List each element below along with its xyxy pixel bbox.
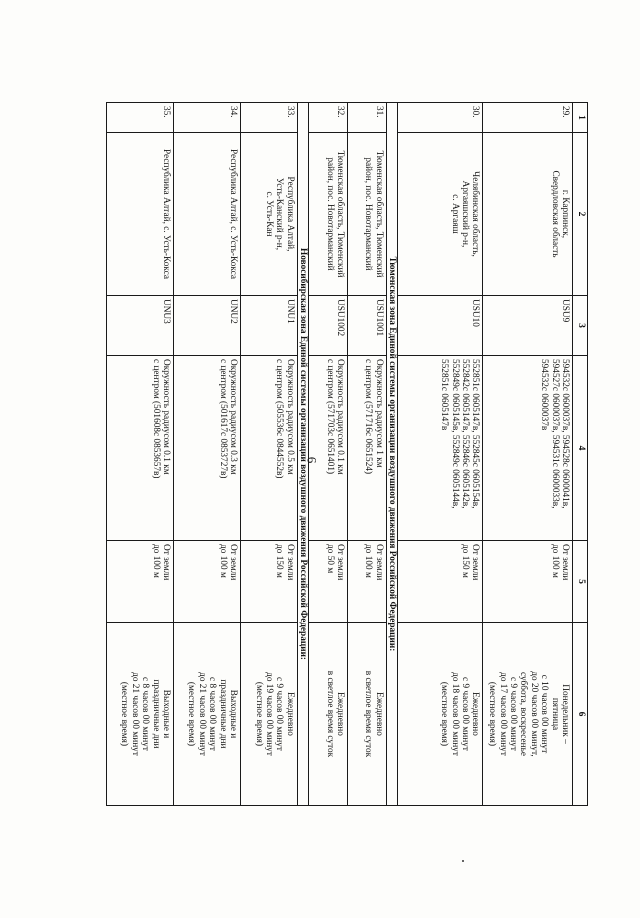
location-cell: Челябинская область, Аргаяшский р-н, с. Аргаяш <box>398 133 483 296</box>
table-row <box>398 103 483 806</box>
coordinates-cell: Окружность радиусом 0.5 км с центром (505536c 0844552в) <box>241 356 298 541</box>
schedule-cell: Ежедневно с 9 часов 00 минут до 18 часов 00 минут (местное время) <box>398 623 483 806</box>
header-cell: 1 <box>573 103 588 133</box>
zone-code-cell: USU10 <box>398 296 483 356</box>
location-cell: Республика Алтай, с. Усть-Кокса <box>107 133 174 296</box>
coordinates-cell: Окружность радиусом 0.1 км с центром (501608c 0853657в) <box>107 356 174 541</box>
zone-code-cell: UNU2 <box>174 296 241 356</box>
zone-code-cell: USU1002 <box>309 296 348 356</box>
header-cell: 4 <box>573 356 588 541</box>
zone-row <box>297 103 309 806</box>
row-number: 32. <box>309 103 348 133</box>
header-cell: 5 <box>573 541 588 623</box>
header-cell: 6 <box>573 623 588 806</box>
altitude-cell: От земли до 150 м <box>241 541 298 623</box>
coordinates-cell: Окружность радиусом 0.1 км с центром (571703c 0651401) <box>309 356 348 541</box>
location-cell: Республика Алтай, Усть-Канский р-н, с. Усть-Кан <box>241 133 298 296</box>
airspace-table <box>106 102 588 806</box>
document-page <box>106 102 588 805</box>
schedule-cell: Ежедневно в светлое время суток <box>348 623 387 806</box>
coordinates-cell: 594532c 0600037в, 594528c 0600041в, 594527c 0600037в, 594531c 0600033в, 594532c 0600037в <box>483 356 573 541</box>
table-row <box>309 103 348 806</box>
scan-speck <box>462 860 464 862</box>
location-cell: Республика Алтай, с. Усть-Кокса <box>174 133 241 296</box>
row-number: 33. <box>241 103 298 133</box>
altitude-cell: От земли до 50 м <box>309 541 348 623</box>
location-cell: Тюменская область, Тюменский район, пос. Новотарманский <box>309 133 348 296</box>
schedule-cell: Выходные и праздничные дни с 8 часов 00 минут до 21 часов 00 минут (местное время) <box>107 623 174 806</box>
zone-code-cell: USU9 <box>483 296 573 356</box>
zone-code-cell: USU1001 <box>348 296 387 356</box>
row-number: 34. <box>174 103 241 133</box>
location-cell: г. Карпинск, Свердловская область <box>483 133 573 296</box>
table-row <box>241 103 298 806</box>
coordinates-cell: Окружность радиусом 1 км с центром (571716c 0651524) <box>348 356 387 541</box>
zone-title: Новосибирская зона Единой системы организации воздушного движения Российской Федерации: <box>297 103 309 806</box>
table-row <box>174 103 241 806</box>
table-row <box>107 103 174 806</box>
altitude-cell: От земли до 100 м <box>174 541 241 623</box>
header-cell: 2 <box>573 133 588 296</box>
altitude-cell: От земли до 100 м <box>107 541 174 623</box>
header-row <box>573 103 588 806</box>
row-number: 35. <box>107 103 174 133</box>
schedule-cell: Ежедневно в светлое время суток <box>309 623 348 806</box>
coordinates-cell: Окружность радиусом 0.3 км с центром (501617c 0853727в) <box>174 356 241 541</box>
coordinates-cell: 552851c 0605147в, 552845c 0605154в, 552842c 0605147в, 552846c 0605142в, 552849c 0605145в, 552849с 0605144в, 552851c 0605147в <box>398 356 483 541</box>
table-row <box>348 103 387 806</box>
row-number: 29. <box>483 103 573 133</box>
schedule-cell: Понедельник – пятница с 10 часов 00 минут до 20 часов 00 минут, суббота, воскресенье с 9 часов 00 минут до 17 часов 00 минут (местное время) <box>483 623 573 806</box>
schedule-cell: Выходные и праздничные дни с 8 часов 00 минут до 21 часов 00 минут (местное время) <box>174 623 241 806</box>
altitude-cell: От земли до 150 м <box>398 541 483 623</box>
page-number: 6 <box>304 456 320 464</box>
zone-code-cell: UNU3 <box>107 296 174 356</box>
row-number: 30. <box>398 103 483 133</box>
altitude-cell: От земли до 100 м <box>483 541 573 623</box>
row-number: 31. <box>348 103 387 133</box>
location-cell: Тюменская область, Тюменский район, пос. Новотарманский <box>348 133 387 296</box>
zone-code-cell: UNU1 <box>241 296 298 356</box>
header-cell: 3 <box>573 296 588 356</box>
altitude-cell: От земли до 100 м <box>348 541 387 623</box>
zone-row <box>386 103 398 806</box>
zone-title: Тюменская зона Единой системы организации воздушного движения Российской Федерации: <box>386 103 398 806</box>
schedule-cell: Ежедневно с 9 часов 00 минут до 19 часов 00 минут (местное время) <box>241 623 298 806</box>
table-row <box>483 103 573 806</box>
